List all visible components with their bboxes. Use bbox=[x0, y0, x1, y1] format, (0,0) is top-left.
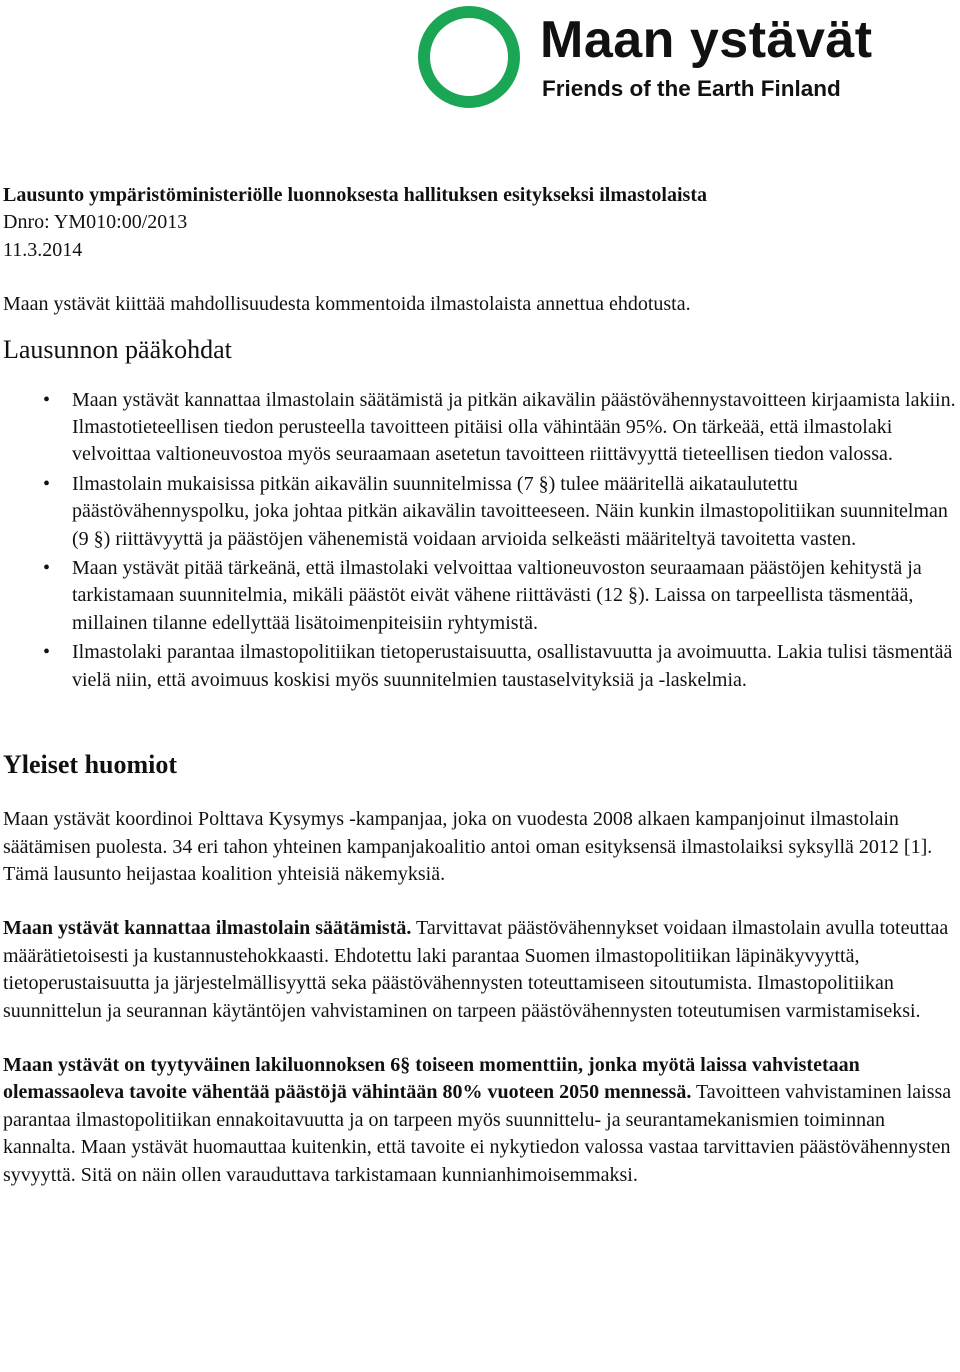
paragraph-body: Tavoitteen vahvistaminen laissa parantaa ilmastopolitiikan ennakoitavuutta ja on tarpeen myös suunnittelu- ja seurantamekanismien toiminnan kannalta. Maan ystävät huomauttaa kuitenkin, että tavoite ei nykytiedon valossa vastaa tarvittavien päästövähennysten syvyyttä. Sitä on näin ollen varauduttava tarkistamaan kunnianhimoisemmaksi. bbox=[3, 1081, 952, 1186]
logo-name: Maan ystävät bbox=[540, 11, 873, 69]
intro-paragraph: Maan ystävät kiittää mahdollisuudesta kommentoida ilmastolaista annettua ehdotusta. bbox=[3, 293, 691, 316]
main-points-heading: Lausunnon pääkohdat bbox=[3, 334, 232, 364]
document-body bbox=[3, 182, 957, 1189]
list-item-text: Ilmastolaki parantaa ilmastopolitiikan tietoperustaisuutta, osallistavuutta ja avoimuutta. Lakia tulisi täsmentää vielä niin, että avoimuus koskisi myös suunnitelmien taustaselvityksiä ja -laskelmia. bbox=[72, 641, 953, 691]
general-heading: Yleiset huomiot bbox=[3, 750, 178, 780]
bullet-icon: • bbox=[43, 472, 51, 495]
list-item-text: Maan ystävät kannattaa ilmastolain säätämistä ja pitkän aikavälin päästövähennystavoitteen kirjaamista lakiin. Ilmastotieteellisen tiedon perusteella tavoitteen pitäisi olla vähintään 95%. On tärkeää, että ilmastolaki velvoittaa valtioneuvostoa myös seuraamaan asetetun tavoitteen riittävyyttä tieteellisen tiedon valossa. bbox=[72, 388, 956, 466]
paragraph-lead: Maan ystävät kannattaa ilmastolain säätämistä. bbox=[3, 917, 412, 940]
bullet-icon: • bbox=[43, 557, 51, 580]
document-dnro: Dnro: YM010:00/2013 bbox=[3, 211, 188, 234]
bullet-icon: • bbox=[43, 641, 51, 664]
logo-ring-icon bbox=[418, 6, 520, 108]
list-item-text: Ilmastolain mukaisissa pitkän aikavälin suunnitelmissa (7 §) tulee määritellä aikataulutettu päästövähennyspolku, joka johtaa pitkän aikavälin tavoitteeseen. Näin kunkin ilmastopolitiikan suunnitelman (9 §) riittävyyttä ja päästöjen vähenemistä voidaan arvioida selkeästi määriteltyä tavoitetta vasten. bbox=[72, 472, 948, 550]
list-item-text: Maan ystävät pitää tärkeänä, että ilmastolaki velvoittaa valtioneuvoston seuraamaan päästöjen kehitystä ja tarkistamaan suunnitelmia, mikäli päästöt eivät vähene riittävästi (12 §). Laissa on tarpeellista täsmentää, millainen tilanne edellyttää lisätoimenpiteisiin ryhtymistä. bbox=[72, 557, 922, 634]
list-item bbox=[43, 387, 957, 469]
general-paragraph-1: Maan ystävät koordinoi Polttava Kysymys -kampanjaa, joka on vuodesta 2008 alkaen kampanjoinut ilmastolain säätämisen puolesta. 34 eri tahon yhteinen kampanjakoalitio antoi oman esityksensä ilmastolaiksi syksyllä 2012 [1]. Tämä lausunto heijastaa koalition yhteisiä näkemyksiä. bbox=[3, 808, 933, 885]
general-paragraph-3 bbox=[3, 1052, 957, 1189]
list-item bbox=[43, 471, 957, 553]
paragraph-body: Tarvittavat päästövähennykset voidaan ilmastolain avulla toteuttaa määrätietoisesti ja kustannustehokkaasti. Ehdotettu laki parantaa Suomen ilmastopolitiikan läpinäkyvyyttä, tietoperustaisuutta ja järjestelmällisyyttä seka päästövähennysten toteuttamiseen sitoutumista. Ilmastopolitiikan suunnittelun ja seurannan käytäntöjen vahvistaminen on tarpeen päästövähennysten toteutumisen varmistamiseksi. bbox=[3, 917, 949, 1022]
document-date: 11.3.2014 bbox=[3, 238, 83, 261]
main-points-list bbox=[3, 387, 957, 694]
organization-logo bbox=[418, 6, 948, 108]
list-item bbox=[43, 639, 957, 694]
general-paragraph-2 bbox=[3, 915, 957, 1025]
logo-subtitle: Friends of the Earth Finland bbox=[542, 76, 841, 101]
list-item bbox=[43, 555, 957, 637]
paragraph-lead: Maan ystävät on tyytyväinen lakiluonnoksen 6§ toiseen momenttiin, jonka myötä laissa vahvistetaan olemassaoleva tavoite vähentää päästöjä vähintään 80% vuoteen 2050 mennessä. bbox=[3, 1053, 860, 1104]
bullet-icon: • bbox=[43, 388, 51, 411]
document-title: Lausunto ympäristöministeriölle luonnoksesta hallituksen esitykseksi ilmastolaista bbox=[3, 184, 707, 206]
